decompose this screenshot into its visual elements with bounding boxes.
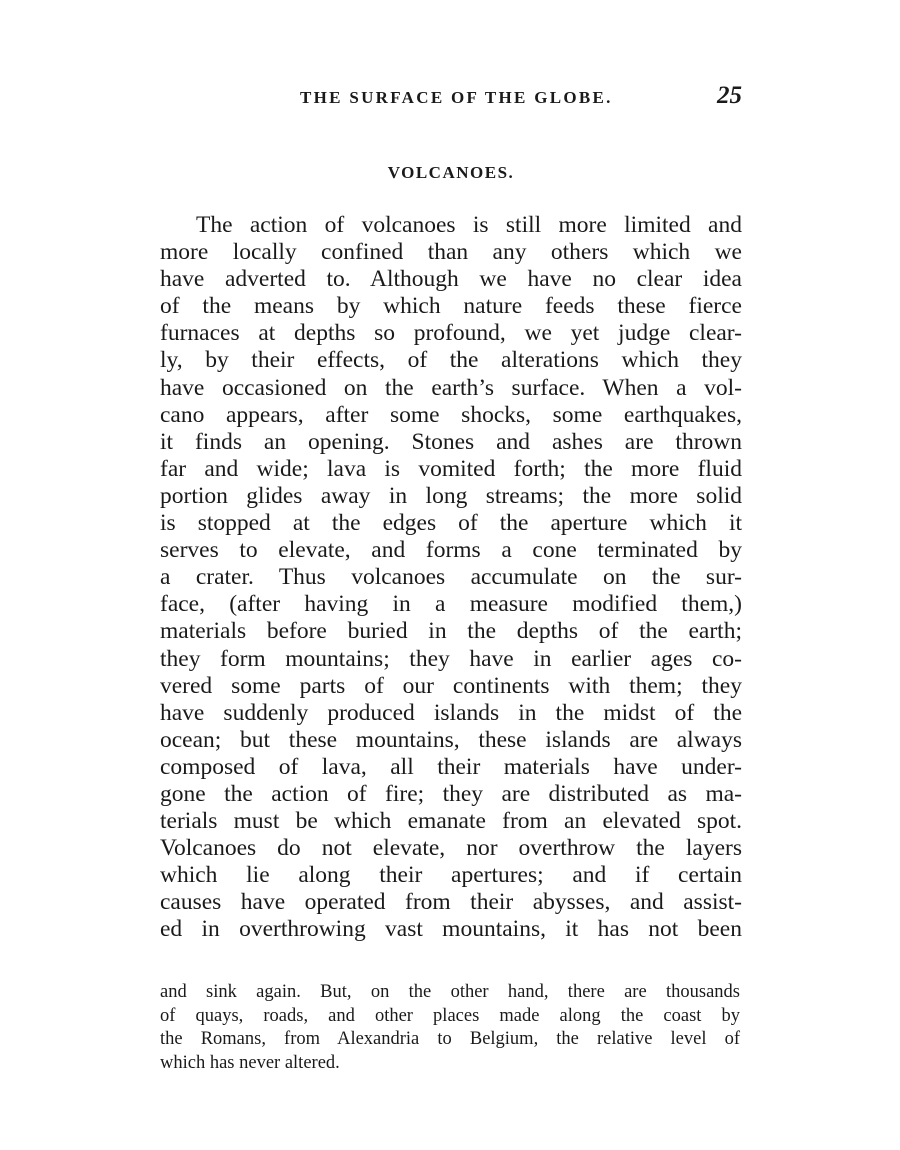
body-line: have occasioned on the earth’s surface. When a vol- [160, 374, 742, 401]
body-line: gone the action of fire; they are distributed as ma- [160, 780, 742, 807]
body-line: Volcanoes do not elevate, nor overthrow the layers [160, 835, 742, 862]
body-line: have suddenly produced islands in the midst of the [160, 699, 742, 726]
body-line: cano appears, after some shocks, some earthquakes, [160, 401, 742, 428]
footnote [160, 981, 740, 1075]
body-line: of the means by which nature feeds these fierce [160, 293, 742, 320]
body-line: it finds an opening. Stones and ashes are thrown [160, 428, 742, 455]
body-line: terials must be which emanate from an elevated spot. [160, 808, 742, 835]
body-line: face, (after having in a measure modified them,) [160, 591, 742, 618]
body-line: ly, by their effects, of the alterations which they [160, 347, 742, 374]
body-line: furnaces at depths so profound, we yet judge clear- [160, 320, 742, 347]
page-number: 25 [717, 82, 742, 109]
body-line: serves to elevate, and forms a cone terminated by [160, 537, 742, 564]
body-line: more locally confined than any others which we [160, 239, 742, 266]
running-head [160, 82, 742, 112]
footnote-line: and sink again. But, on the other hand, there are thousands [160, 982, 740, 1002]
body-line: which lie along their apertures; and if certain [160, 862, 742, 889]
body-paragraph [160, 212, 742, 944]
body-line: they form mountains; they have in earlier ages co- [160, 645, 742, 672]
body-line: materials before buried in the depths of the earth; [160, 618, 742, 645]
running-title: THE SURFACE OF THE GLOBE. [300, 88, 613, 107]
body-line: ocean; but these mountains, these islands are always [160, 726, 742, 753]
body-line: causes have operated from their abysses, and assist- [160, 889, 742, 916]
footnote-line: the Romans, from Alexandria to Belgium, the relative level of [160, 1029, 740, 1049]
body-line: far and wide; lava is vomited forth; the more fluid [160, 455, 742, 482]
body-line: ed in overthrowing vast mountains, it has not been [160, 916, 742, 943]
body-line: composed of lava, all their materials have under- [160, 753, 742, 780]
body-line: The action of volcanoes is still more limited and [196, 212, 742, 238]
body-line: is stopped at the edges of the aperture which it [160, 510, 742, 537]
section-heading: VOLCANOES. [387, 163, 515, 182]
body-line: a crater. Thus volcanoes accumulate on the sur- [160, 564, 742, 591]
footnote-line: which has never altered. [160, 1052, 340, 1073]
footnote-line: of quays, roads, and other places made along the coast by [160, 1005, 740, 1026]
body-line: portion glides away in long streams; the more solid [160, 482, 742, 509]
body-line: vered some parts of our continents with them; they [160, 672, 742, 699]
body-line: have adverted to. Although we have no clear idea [160, 266, 742, 293]
